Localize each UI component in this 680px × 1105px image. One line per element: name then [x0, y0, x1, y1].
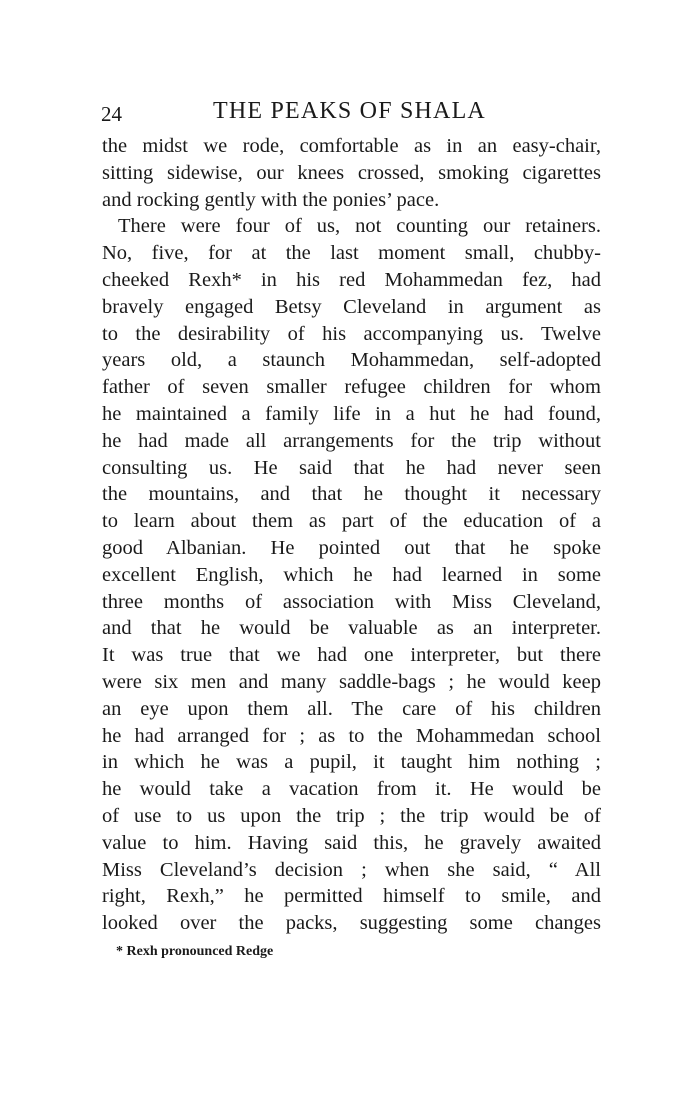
- text-line: There were four of us, not counting our retainers.: [118, 215, 601, 238]
- text-line: sitting sidewise, our knees crossed, smoking cigarettes: [102, 161, 601, 184]
- running-title: THE PEAKS OF SHALA: [213, 98, 486, 124]
- text-line: of use to us upon the trip ; the trip would be of: [102, 804, 601, 827]
- text-line: looked over the packs, suggesting some changes: [102, 912, 601, 935]
- text-line: excellent English, which he had learned in some: [102, 563, 601, 586]
- text-line: the mountains, and that he thought it necessary: [102, 483, 601, 506]
- text-line: father of seven smaller refugee children for whom: [102, 376, 601, 399]
- text-line: Miss Cleveland’s decision ; when she said, “ All: [102, 858, 601, 881]
- body-text: [102, 133, 601, 937]
- text-line: It was true that we had one interpreter, but there: [102, 644, 601, 667]
- page-number: 24: [101, 102, 122, 126]
- text-line: right, Rexh,” he permitted himself to smile, and: [102, 885, 601, 908]
- text-line: and rocking gently with the ponies’ pace.: [102, 188, 440, 211]
- text-line: he had arranged for ; as to the Mohammedan school: [102, 724, 601, 747]
- footnote: * Rexh pronounced Redge: [116, 944, 274, 959]
- text-line: the midst we rode, comfortable as in an easy-chair,: [102, 135, 601, 157]
- text-line: in which he was a pupil, it taught him nothing ;: [102, 751, 601, 774]
- text-line: bravely engaged Betsy Cleveland in argument as: [102, 295, 601, 318]
- text-line: he maintained a family life in a hut he had found,: [102, 402, 601, 425]
- text-line: he would take a vacation from it. He would be: [102, 778, 601, 801]
- text-line: were six men and many saddle-bags ; he would keep: [102, 670, 601, 693]
- text-line: cheeked Rexh* in his red Mohammedan fez, had: [102, 268, 601, 291]
- text-line: to the desirability of his accompanying us. Twelve: [102, 322, 601, 345]
- text-line: he had made all arrangements for the trip without: [102, 429, 601, 452]
- text-line: three months of association with Miss Cleveland,: [102, 590, 601, 613]
- text-line: value to him. Having said this, he gravely awaited: [102, 831, 601, 854]
- text-line: No, five, for at the last moment small, chubby-: [102, 242, 601, 265]
- text-line: years old, a staunch Mohammedan, self-adopted: [102, 349, 601, 372]
- text-line: good Albanian. He pointed out that he spoke: [102, 536, 601, 559]
- text-line: to learn about them as part of the education of a: [102, 510, 601, 533]
- running-head: [101, 98, 601, 128]
- text-line: consulting us. He said that he had never seen: [102, 456, 601, 479]
- text-line: an eye upon them all. The care of his children: [102, 697, 601, 720]
- text-line: and that he would be valuable as an interpreter.: [102, 617, 601, 640]
